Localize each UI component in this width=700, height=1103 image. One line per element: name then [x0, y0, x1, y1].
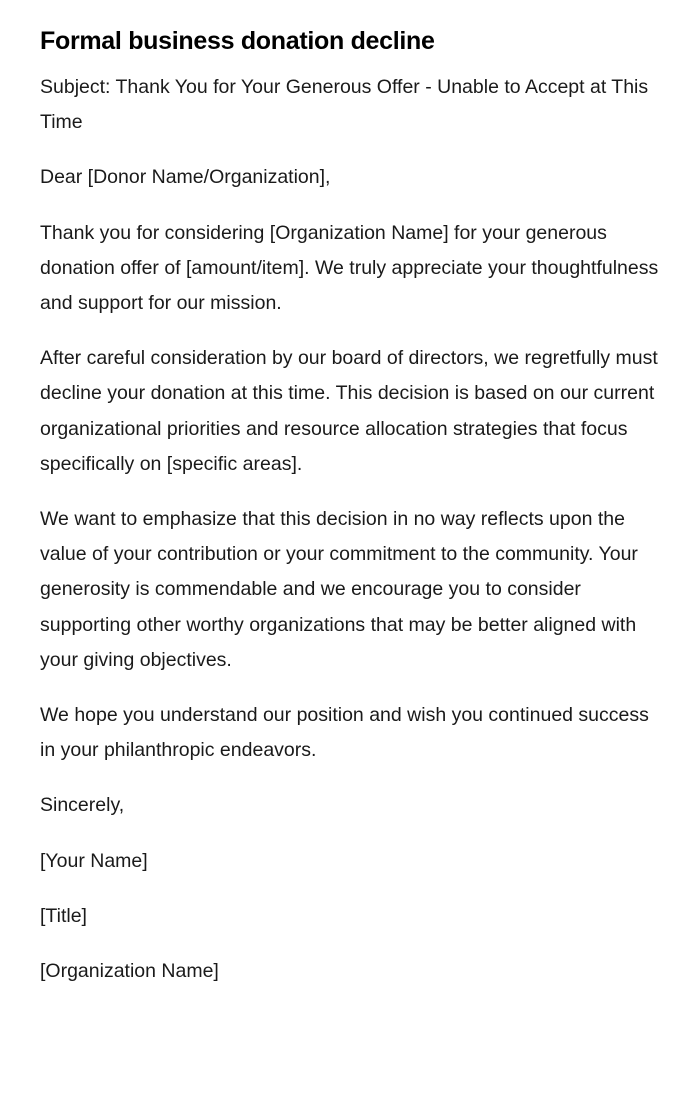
body-paragraph-emphasis: We want to emphasize that this decision in no way reflects upon the value of your contribution or your commitment to the community. Your generosity is commendable and we encourage you to consider supporting other worthy organizations that may be better aligned with your giving objectives.	[40, 508, 638, 671]
salutation: Dear [Donor Name/Organization],	[40, 166, 331, 189]
subject-line: Subject: Thank You for Your Generous Offer - Unable to Accept at This Time	[40, 76, 649, 134]
document-title: Formal business donation decline	[40, 27, 435, 55]
signature-title: [Title]	[40, 904, 87, 927]
closing: Sincerely,	[40, 794, 125, 817]
body-paragraph-decline: After careful consideration by our board of directors, we regretfully must decline your donation at this time. This decision is based on our current organizational priorities and resource allocation strategies that focus specifically on [specific areas].	[40, 347, 658, 475]
body-paragraph-thanks: Thank you for considering [Organization Name] for your generous donation offer of [amount/item]. We truly appreciate your thoughtfulness and support for our mission.	[40, 221, 659, 315]
signature-name: [Your Name]	[40, 849, 148, 872]
signature-organization: [Organization Name]	[40, 960, 219, 983]
body-paragraph-closing-wish: We hope you understand our position and wish you continued success in your philanthropic endeavors.	[40, 704, 649, 762]
